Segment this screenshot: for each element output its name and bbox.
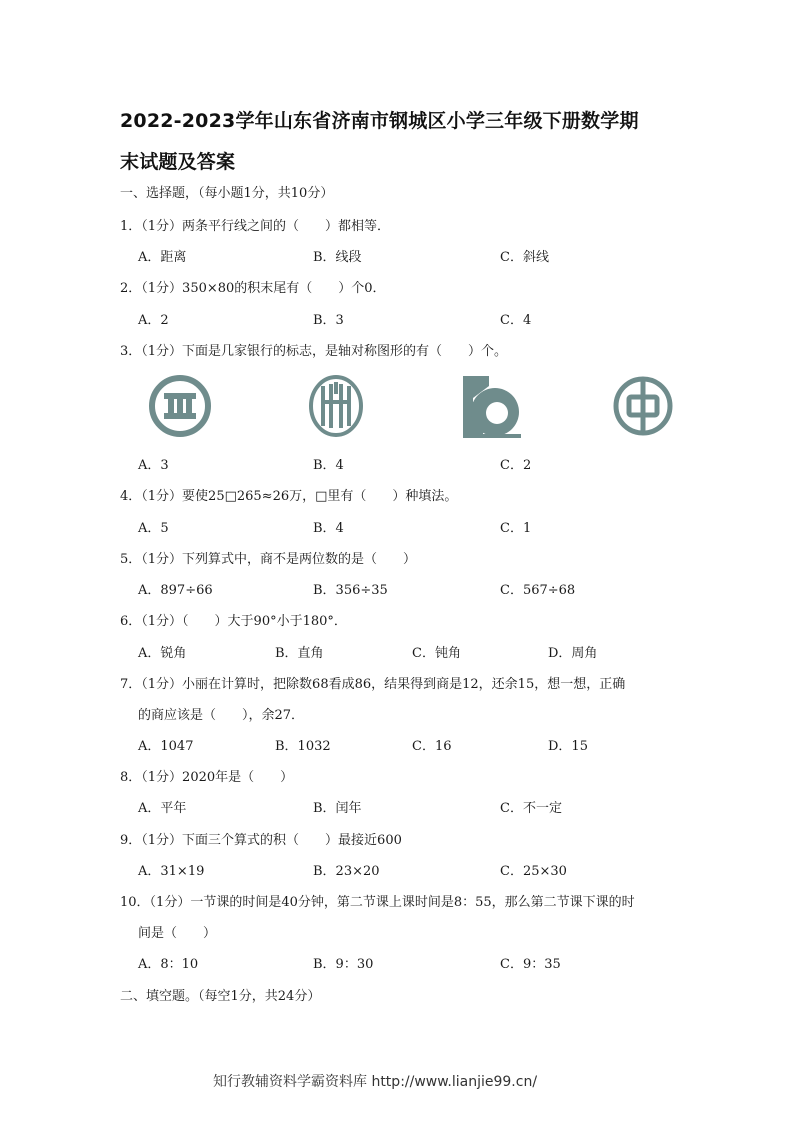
section-heading-fill-in: 二、填空题。（每空1分，共24分）: [120, 989, 321, 1004]
question-1-stem: 1．（1分）两条平行线之间的（ ）都相等．: [120, 219, 391, 234]
question-1-option-a: A．距离: [138, 250, 187, 265]
bank-logo-3-icon: [459, 372, 523, 442]
question-10-option-b: B．9：30: [313, 957, 374, 972]
question-10-stem-line2: 间是（ ）: [138, 926, 217, 941]
question-7-stem-line2: 的商应该是（ ），余27．: [138, 708, 305, 723]
question-5-option-c: C．567÷68: [500, 583, 576, 598]
question-1-option-b: B．线段: [313, 250, 362, 265]
question-8-option-b: B．闰年: [313, 801, 362, 816]
question-2-option-a: A．2: [138, 313, 169, 328]
question-7-stem-line1: 7．（1分）小丽在计算时，把除数68看成86，结果得到商是12，还余15，想一想，正确: [120, 677, 626, 692]
question-9-stem: 9．（1分）下面三个算式的积（ ）最接近600: [120, 833, 402, 848]
question-9-option-a: A．31×19: [138, 864, 205, 879]
question-3-option-b: B．4: [313, 458, 344, 473]
question-9-option-c: C．25×30: [500, 864, 567, 879]
question-5-option-b: B．356÷35: [313, 583, 388, 598]
question-4-option-c: C．1: [500, 521, 532, 536]
question-8-option-c: C．不一定: [500, 801, 562, 816]
question-6-option-d: D．周角: [548, 646, 598, 661]
question-3-stem: 3．（1分）下面是几家银行的标志，是轴对称图形的有（ ）个。: [120, 344, 508, 359]
question-7-option-c: C．16: [412, 739, 452, 754]
question-4-option-a: A．5: [138, 521, 169, 536]
question-7-option-d: D．15: [548, 739, 588, 754]
bank-logo-4-icon: [611, 372, 675, 440]
question-6-stem: 6．（1分）（ ）大于90°小于180°．: [120, 614, 347, 629]
document-title-line1: 2022-2023学年山东省济南市钢城区小学三年级下册数学期: [120, 110, 639, 132]
question-10-option-a: A．8：10: [138, 957, 199, 972]
question-3-option-a: A．3: [138, 458, 169, 473]
page-footer-watermark: 知行教辅资料学霸资料库 http://www.lianjie99.cn/: [213, 1074, 538, 1090]
document-title-line2: 末试题及答案: [120, 151, 236, 173]
question-8-option-a: A．平年: [138, 801, 187, 816]
question-3-option-c: C．2: [500, 458, 532, 473]
question-9-option-b: B．23×20: [313, 864, 380, 879]
question-4-option-b: B．4: [313, 521, 344, 536]
question-5-stem: 5．（1分）下列算式中，商不是两位数的是（ ）: [120, 552, 417, 567]
question-2-option-b: B．3: [313, 313, 344, 328]
question-6-option-b: B．直角: [275, 646, 324, 661]
question-7-option-b: B．1032: [275, 739, 331, 754]
question-10-stem-line1: 10．（1分）一节课的时间是40分钟，第二节课上课时间是8：55，那么第二节课下课的时: [120, 895, 635, 910]
question-6-option-a: A．锐角: [138, 646, 187, 661]
question-10-option-c: C．9：35: [500, 957, 561, 972]
question-4-stem: 4．（1分）要使25□265≈26万，□里有（ ）种填法。: [120, 489, 458, 504]
section-heading-choice: 一、选择题，（每小题1分，共10分）: [120, 186, 334, 201]
bank-logo-1-icon: [147, 372, 213, 440]
question-8-stem: 8．（1分）2020年是（ ）: [120, 770, 294, 785]
question-5-option-a: A．897÷66: [138, 583, 213, 598]
question-6-option-c: C．钝角: [412, 646, 461, 661]
bank-logo-2-icon: [305, 372, 367, 440]
question-2-stem: 2．（1分）350×80的积末尾有（ ）个0．: [120, 281, 386, 296]
question-7-option-a: A．1047: [138, 739, 194, 754]
question-1-option-c: C．斜线: [500, 250, 549, 265]
question-2-option-c: C．4: [500, 313, 532, 328]
